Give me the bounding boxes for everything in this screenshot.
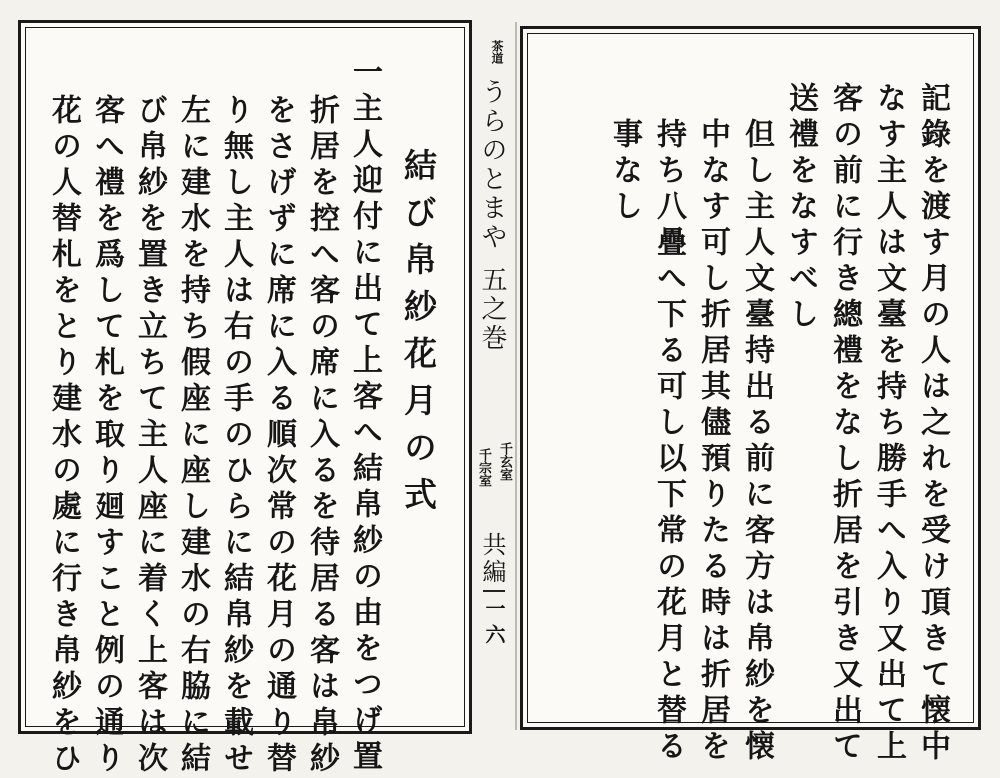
right-text-column-4: 送禮をなすべし bbox=[783, 82, 818, 334]
right-text-column-5: 但し主人文臺持出る前に客方は帛紗を懐 bbox=[739, 118, 774, 766]
left-text-column-5: 左に建水を持ち假座に座し建水の右脇に結 bbox=[175, 94, 210, 778]
header-series: 茶道 bbox=[490, 40, 504, 64]
left-text-column-8: 花の人替札をとり建水の處に行き帛紗をひ bbox=[46, 94, 81, 778]
section-title: 結び帛紗花月の式 bbox=[399, 148, 438, 524]
left-text-column-2: 折居を控へ客の席に入るを待居る客は帛紗 bbox=[304, 94, 339, 778]
header-rule bbox=[483, 590, 505, 592]
left-text-column-4: り無し主人は右の手のひらに結帛紗を載せ bbox=[218, 94, 253, 778]
header-authors bbox=[477, 442, 511, 532]
right-text-column-6: 中なす可し折居其儘預りたる時は折居を bbox=[695, 118, 730, 766]
page-number: 一六 bbox=[482, 598, 506, 650]
header-joint-edit: 共編 bbox=[478, 532, 506, 586]
right-text-column-3: 客の前に行き總禮をなし折居を引き又出て bbox=[827, 82, 862, 766]
gutter-edge-right bbox=[515, 22, 517, 730]
right-text-column-2: なす主人は文臺を持ち勝手へ入り又出て上 bbox=[871, 82, 906, 766]
right-text-column-8: 事なし bbox=[607, 118, 642, 226]
left-text-column-6: び帛紗を置き立ちて主人座に着く上客は次 bbox=[132, 94, 167, 778]
header-volume: 五之巻 bbox=[477, 266, 507, 353]
header-book-title: うらのとまや bbox=[477, 78, 507, 252]
header-author-soshitsu: 千宗室 bbox=[476, 448, 491, 487]
right-text-column-1: 記錄を渡す月の人は之れを受け頂きて懐中 bbox=[915, 82, 950, 766]
left-text-column-1: 一主人迎付に出て上客へ結帛紗の由をつげ置 bbox=[347, 56, 382, 776]
header-author-genshitsu: 千玄室 bbox=[497, 442, 512, 481]
right-text-column-7: 持ち八疊へ下る可し以下常の花月と替る bbox=[651, 118, 686, 766]
left-text-column-3: をさげずに席に入る順次常の花月の通り替 bbox=[261, 94, 296, 778]
left-text-column-7: 客へ禮を爲して札を取り廻すこと例の通り bbox=[89, 94, 124, 778]
